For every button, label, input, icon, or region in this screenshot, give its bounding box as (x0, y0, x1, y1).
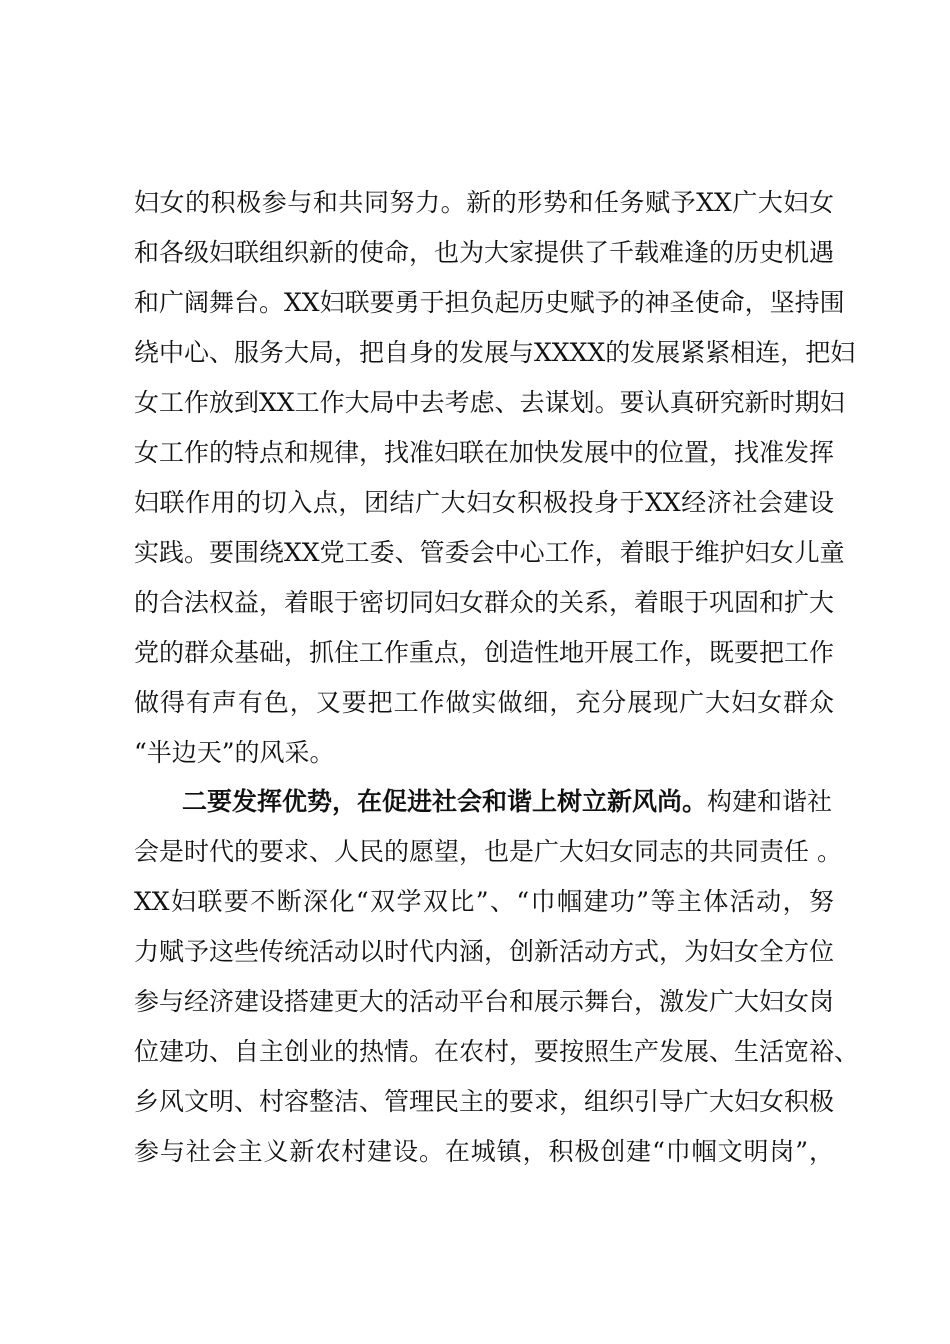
body-text-line: 党的群众基础，抓住工作重点，创造性地开展工作，既要把工作 (134, 638, 835, 667)
body-text-line: XX妇联要不断深化“双学双比”、“巾帼建功”等主体活动，努 (134, 887, 834, 916)
body-text-line: 和广阔舞台。XX妇联要勇于担负起历史赋予的神圣使命，坚持围 (134, 288, 845, 317)
paragraph-social-harmony (134, 777, 860, 1177)
body-text-line: 妇联作用的切入点，团结广大妇女积极投身于XX经济社会建设 (134, 488, 834, 517)
body-text-line: 参与社会主义新农村建设。在城镇，积极创建“巾帼文明岗”， (134, 1137, 834, 1166)
body-text-line: 女工作的特点和规律，找准妇联在加快发展中的位置，找准发挥 (134, 438, 835, 467)
body-text-run: 构建和谐社 (707, 787, 833, 816)
body-text-line: 女工作放到XX工作大局中去考虑、去谋划。要认真研究新时期妇 (134, 388, 845, 417)
body-text-line: 乡风文明、村容整洁、管理民主的要求，组织引导广大妇女积极 (134, 1087, 835, 1116)
body-text-line: 做得有声有色，又要把工作做实做细，充分展现广大妇女群众 (134, 688, 834, 717)
body-text-line: 位建功、自主创业的热情。在农村，要按照生产发展、生活宽裕、 (134, 1037, 860, 1066)
paragraph-women-federation-mission (134, 178, 856, 778)
body-text-line: 会是时代的要求、人民的愿望，也是广大妇女同志的共同责任 。 (134, 837, 842, 866)
body-text-line: 参与经济建设搭建更大的活动平台和展示舞台，激发广大妇女岗 (134, 987, 835, 1016)
body-text-line: 实践。要围绕XX党工委、管委会中心工作，着眼于维护妇女儿童 (134, 538, 845, 567)
body-text-line: 力赋予这些传统活动以时代内涵，创新活动方式，为妇女全方位 (134, 937, 835, 966)
paragraph-first-line (134, 777, 834, 827)
body-text-line: 和各级妇联组织新的使命，也为大家提供了千载难逢的历史机遇 (134, 238, 835, 267)
section-heading: 二要发挥优势，在促进社会和谐上树立新风尚。 (182, 787, 708, 816)
body-text-line: 绕中心、服务大局，把自身的发展与XXXX的发展紧紧相连，把妇 (134, 338, 856, 367)
body-text-line: 的合法权益，着眼于密切同妇女群众的关系，着眼于巩固和扩大 (134, 588, 835, 617)
body-text-line: 妇女的积极参与和共同努力。新的形势和任务赋予XX广大妇女 (134, 188, 834, 217)
body-text-line: “半边天”的风采。 (134, 738, 335, 767)
